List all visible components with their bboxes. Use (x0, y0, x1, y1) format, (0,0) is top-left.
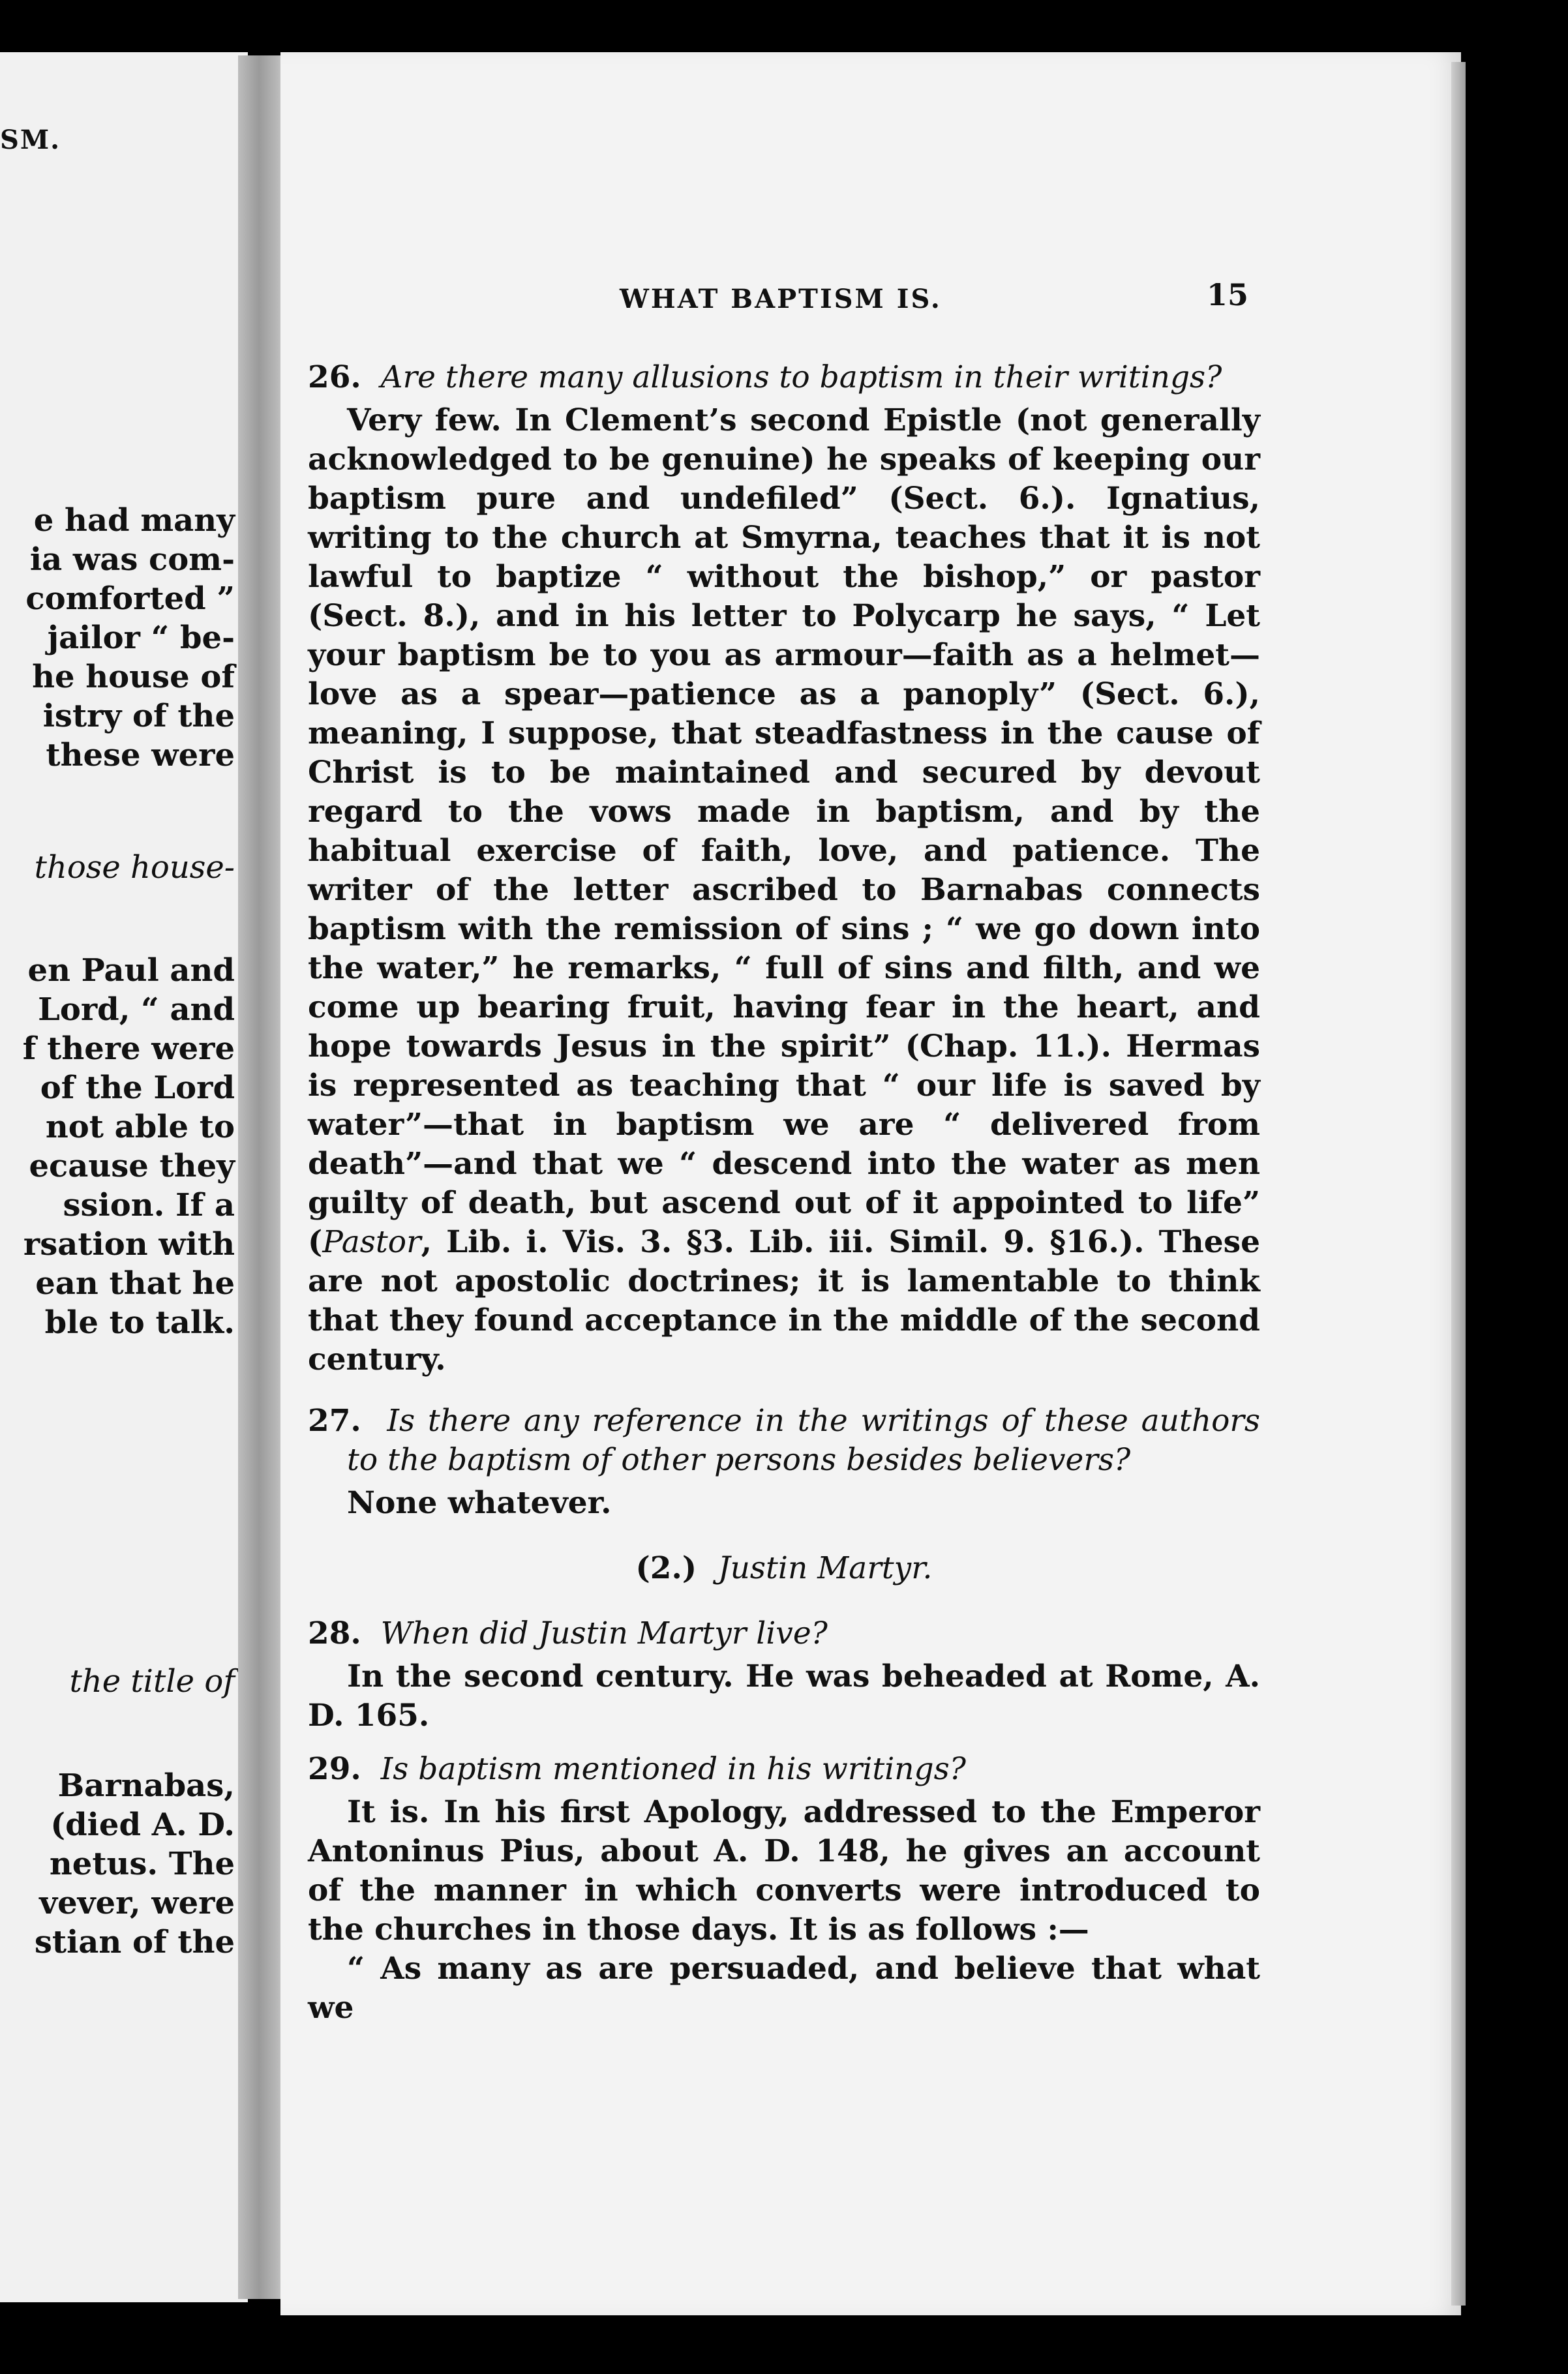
page-edge (1451, 62, 1466, 2306)
answer-29: It is. In his first Apology, addressed to the Emperor Antoninus Pius, about A. D. 148, he gives an account of the manner in which converts were introduced to the churches in those days. It is as follows :— (308, 1794, 1260, 1947)
answer-26 (308, 401, 1260, 1379)
previous-page-line: ble to talk. (44, 1304, 235, 1341)
previous-page-line: Barnabas, (57, 1767, 235, 1804)
previous-page-line: e had many (33, 502, 235, 539)
previous-page-line: jailor “ be- (47, 620, 235, 656)
previous-page-line: istry of the (42, 698, 235, 734)
quotation-start: “ As many as are persuaded, and believe that what we (308, 1951, 1260, 2026)
previous-page-line: vever, were (39, 1885, 235, 1921)
previous-page-running-head: SM. (0, 125, 61, 155)
question-text: When did Justin Martyr live? (380, 1615, 828, 1651)
question-number: 28. (308, 1615, 361, 1651)
previous-page-line: the title of (69, 1663, 235, 1700)
citation-pastor: Pastor (322, 1224, 421, 1260)
previous-page-line: stian of the (34, 1924, 235, 1961)
question-27 (308, 1402, 1260, 1480)
previous-page-line: ssion. If a (63, 1187, 235, 1224)
answer-text: , Lib. i. Vis. 3. §3. Lib. iii. Simil. 9. §16.). These are not apostolic doctrines; it is lamentable to think that they found acceptance in the middle of the second century. (308, 1224, 1260, 1377)
previous-page-line: he house of (32, 659, 235, 695)
previous-page-line: these were (46, 737, 235, 774)
previous-page-line: en Paul and (27, 952, 235, 989)
previous-page-line: of the Lord (40, 1070, 235, 1106)
answer-28: In the second century. He was beheaded at Rome, A. D. 165. (308, 1659, 1260, 1734)
previous-page-line: comforted ” (25, 580, 235, 617)
question-text: Is baptism mentioned in his writings? (380, 1751, 966, 1787)
answer-text: Very few. In Clement’s second Epistle (not generally acknowledged to be genuine) he speaks of keeping our baptism pure and undefiled” (Sect. 6.). Ignatius, writing to the church at Smyrna, teaches that it is not lawful to baptize “ without the bishop,” or pastor (Sect. 8.), and in his letter to Polycarp he says, “ Let your baptism be to you as armour—faith as a helmet—love as a spear—patience as a panoply” (Sect. 6.), meaning, I suppose, that steadfastness in the cause of Christ is to be maintained and secured by devout regard to the vows made in baptism, and by the habitual exercise of faith, love, and patience. The writer of the letter ascribed to Barnabas connects baptism with the remission of sins ; “ we go down into the water,” he remarks, “ full of sins and filth, and we come up bearing fruit, having fear in the heart, and hope towards Jesus in the spirit” (Chap. 11.). Hermas is represented as teaching that “ our life is saved by water”—that in baptism we are “ delivered from death”—and that we “ descend into the water as men guilty of death, but ascend out of it appointed to life” ( (308, 402, 1260, 1260)
previous-page-line: (died A. D. (50, 1807, 235, 1843)
previous-page-line: Lord, “ and (38, 991, 235, 1028)
previous-page-line: ia was com- (29, 541, 235, 578)
previous-page-line: rsation with (23, 1226, 235, 1263)
section-title: Justin Martyr. (717, 1550, 933, 1586)
previous-page-line: f there were (22, 1030, 235, 1067)
question-text: Are there many allusions to baptism in their writings? (380, 359, 1222, 395)
question-29 (308, 1750, 1260, 1789)
previous-page (0, 52, 248, 2302)
section-heading (308, 1549, 1260, 1588)
previous-page-line: ean that he (35, 1265, 235, 1302)
question-number: 27. (308, 1403, 361, 1439)
question-number: 26. (308, 359, 361, 395)
previous-page-line: not able to (45, 1109, 235, 1145)
question-26 (308, 358, 1260, 397)
section-number: (2.) (635, 1550, 697, 1586)
question-28 (308, 1614, 1260, 1653)
question-number: 29. (308, 1751, 361, 1787)
running-head: WHAT BAPTISM IS. (620, 284, 942, 314)
body-text (308, 349, 1260, 2028)
question-text: Is there any reference in the writings of these authors to the baptism of other persons besides believers? (347, 1403, 1260, 1478)
previous-page-line: netus. The (49, 1846, 235, 1882)
page-number: 15 (1207, 277, 1249, 312)
current-page (280, 52, 1461, 2315)
previous-page-line: ecause they (29, 1148, 235, 1184)
previous-page-line: those house- (34, 849, 235, 886)
answer-27: None whatever. (347, 1485, 612, 1521)
